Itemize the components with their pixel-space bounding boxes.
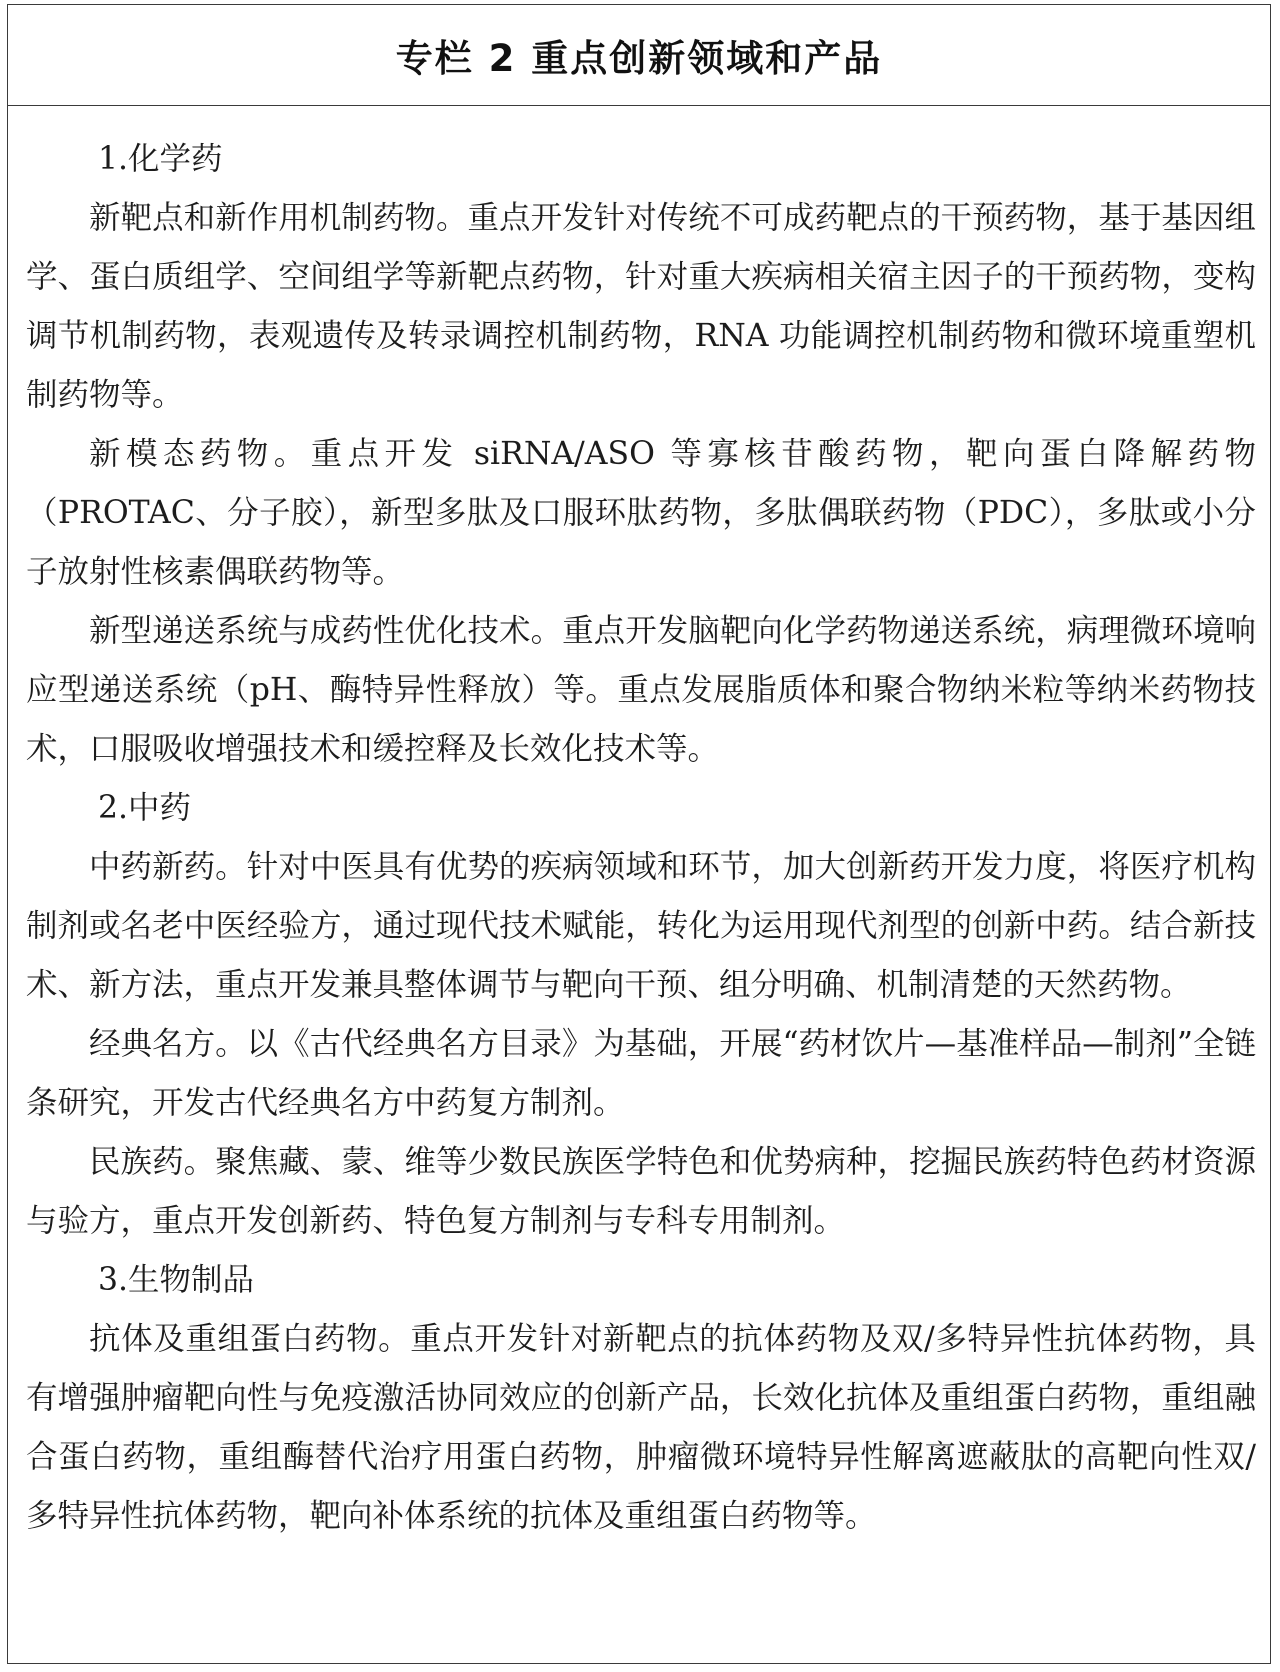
section-heading-biologics: 3.生物制品 <box>98 1262 255 1298</box>
column-box <box>7 4 1271 1664</box>
paragraph: 新模态药物。重点开发 siRNA/ASO 等寡核苷酸药物，靶向蛋白降解药物（PROTAC、分子胶），新型多肽及口服环肽药物，多肽偶联药物（PDC），多肽或小分子放射性核素偶联药物等。 <box>26 436 1256 590</box>
box-title: 专栏 2 重点创新领域和产品 <box>8 5 1270 106</box>
paragraph: 抗体及重组蛋白药物。重点开发针对新靶点的抗体药物及双/多特异性抗体药物，具有增强肿瘤靶向性与免疫激活协同效应的创新产品，长效化抗体及重组蛋白药物，重组融合蛋白药物，重组酶替代治疗用蛋白药物，肿瘤微环境特异性解离遮蔽肽的高靶向性双/多特异性抗体药物，靶向补体系统的抗体及重组蛋白药物等。 <box>26 1321 1256 1534</box>
paragraph: 中药新药。针对中医具有优势的疾病领域和环节，加大创新药开发力度，将医疗机构制剂或名老中医经验方，通过现代技术赋能，转化为运用现代剂型的创新中药。结合新技术、新方法，重点开发兼具整体调节与靶向干预、组分明确、机制清楚的天然药物。 <box>26 849 1256 1003</box>
paragraph: 经典名方。以《古代经典名方目录》为基础，开展“药材饮片—基准样品—制剂”全链条研究，开发古代经典名方中药复方制剂。 <box>26 1026 1256 1121</box>
paragraph: 新型递送系统与成药性优化技术。重点开发脑靶向化学药物递送系统，病理微环境响应型递送系统（pH、酶特异性释放）等。重点发展脂质体和聚合物纳米粒等纳米药物技术，口服吸收增强技术和缓控释及长效化技术等。 <box>26 613 1256 767</box>
paragraph: 民族药。聚焦藏、蒙、维等少数民族医学特色和优势病种，挖掘民族药特色药材资源与验方，重点开发创新药、特色复方制剂与专科专用制剂。 <box>26 1144 1256 1239</box>
section-heading-tcm: 2.中药 <box>98 790 192 826</box>
section-heading-chemical-drugs: 1.化学药 <box>98 141 223 177</box>
paragraph: 新靶点和新作用机制药物。重点开发针对传统不可成药靶点的干预药物，基于基因组学、蛋白质组学、空间组学等新靶点药物，针对重大疾病相关宿主因子的干预药物，变构调节机制药物，表观遗传及转录调控机制药物，RNA 功能调控机制药物和微环境重塑机制药物等。 <box>26 200 1256 413</box>
box-content <box>8 106 1270 1546</box>
